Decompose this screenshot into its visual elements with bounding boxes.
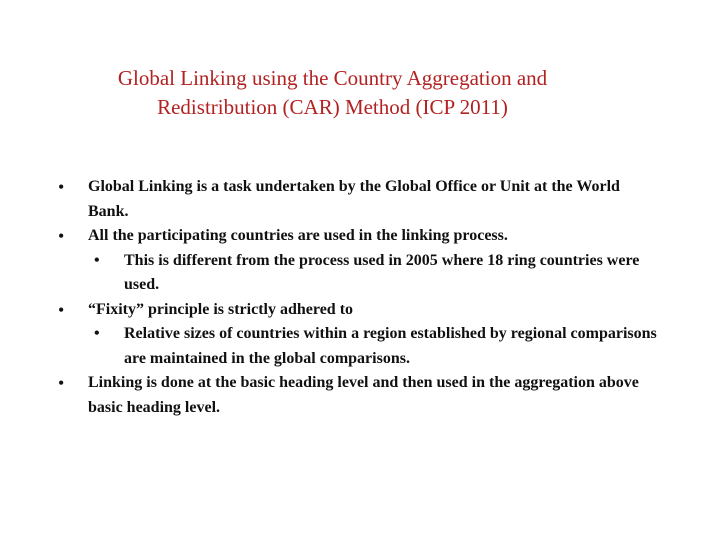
bullet-list: [58, 175, 658, 420]
slide-title-line-2: Redistribution (CAR) Method (ICP 2011): [157, 95, 508, 119]
bullet-item-2: [58, 224, 658, 249]
sub-bullet-text-2: Relative sizes of countries within a region established by regional comparisons are maintained in the global comparisons.: [124, 325, 657, 367]
bullet-point-icon: •: [58, 373, 65, 393]
slide-title-line-1: Global Linking using the Country Aggregation and: [117, 66, 548, 90]
bullet-text-1: Global Linking is a task undertaken by the Global Office or Unit at the World Bank.: [88, 178, 620, 220]
bullet-text-3: “Fixity” principle is strictly adhered to: [88, 300, 354, 318]
bullet-item-1: [58, 175, 658, 224]
bullet-point-icon: •: [94, 251, 100, 269]
bullet-point-icon: •: [58, 226, 65, 246]
sub-bullet-item-1: [94, 249, 658, 298]
bullet-item-4: [58, 371, 658, 420]
bullet-text-4: Linking is done at the basic heading level and then used in the aggregation above basic heading level.: [88, 374, 639, 416]
sub-bullet-text-1: This is different from the process used in 2005 where 18 ring countries were used.: [124, 251, 640, 293]
bullet-point-icon: •: [94, 325, 100, 342]
bullet-point-icon: •: [58, 299, 65, 320]
sub-bullet-item-2: [94, 322, 658, 371]
slide-title: [0, 64, 665, 122]
bullet-item-3: [58, 298, 658, 323]
bullet-point-icon: •: [58, 177, 65, 197]
bullet-text-2: All the participating countries are used in the linking process.: [88, 227, 508, 244]
